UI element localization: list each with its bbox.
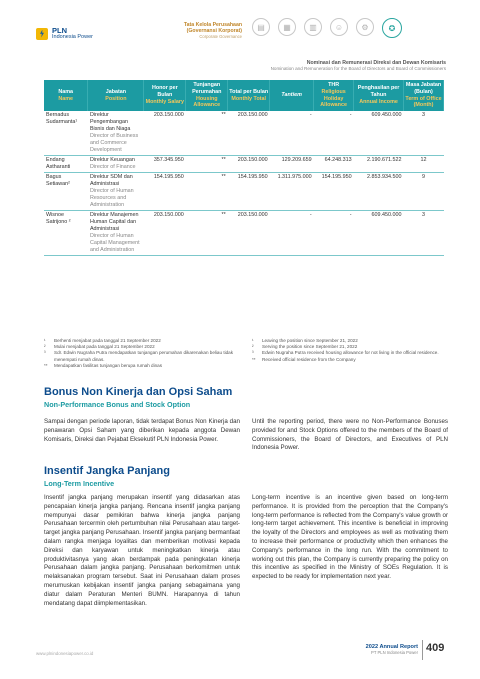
cell-annual: 2.853.934.500 xyxy=(354,173,404,211)
col-header: Tantiem xyxy=(270,80,314,111)
footnote: ** Mendapatkan fasilitas tunjangan berupa rumah dinas xyxy=(44,362,163,368)
ltip-section-subtitle: Long-Term Incentive xyxy=(44,479,115,488)
footer-divider xyxy=(422,640,423,660)
cell-tantiem: 129.209.659 xyxy=(270,156,314,173)
footnote: ² Serving the position since September 21, 2022 xyxy=(252,344,358,350)
cell-name: Bagus Setiawan² xyxy=(44,173,88,211)
page-number: 409 xyxy=(426,642,445,654)
cell-name: Bernadus Sudarmanta¹ xyxy=(44,111,88,156)
pln-logo-icon xyxy=(36,28,48,40)
chart-icon[interactable]: ▥ xyxy=(304,18,322,36)
cell-housing: ** xyxy=(186,211,228,256)
col-header: Tunjangan Perumahan Housing Allowance xyxy=(186,80,228,111)
cell-term: 3 xyxy=(404,211,444,256)
footnote: ² Mulai menjabat pada tanggal 21 September 2022 xyxy=(44,344,155,350)
cell-housing: ** xyxy=(186,111,228,156)
cell-tantiem: 1.311.975.000 xyxy=(270,173,314,211)
col-header: Penghasilan per Tahun Annual Income xyxy=(354,80,404,111)
cell-total: 203.150.000 xyxy=(228,156,270,173)
footnote: ** Received official residence from the Company xyxy=(252,356,356,362)
table-header-row xyxy=(44,80,444,111)
cell-thr: 64.248.313 xyxy=(314,156,354,173)
section-title-id-2: (Governansi Korporat) xyxy=(186,28,242,34)
remuneration-table xyxy=(44,80,444,256)
cell-position: Direktur Keuangan Director of Finance xyxy=(88,156,144,173)
section-title-en: Corporate Governance xyxy=(199,34,242,39)
cell-term: 9 xyxy=(404,173,444,211)
cell-name: Wisnoe Satrijono ² xyxy=(44,211,88,256)
breadcrumb xyxy=(271,60,446,71)
cell-position: Direktur Manajemen Human Capital dan Administrasi Director of Human Capital Management and Administration xyxy=(88,211,144,256)
cell-salary: 203.150.000 xyxy=(144,111,186,156)
cell-thr: - xyxy=(314,211,354,256)
brand-name: PLN xyxy=(52,26,67,35)
footnote: ¹ Berhenti menjabat pada tanggal 21 September 2022 xyxy=(44,338,161,343)
ltip-paragraph-en: Long-term incentive is an incentive given based on long-term performance. It is provided from the perception that the Company's long-term performance is reflected from the Company's value growth or long-term target achievement. This incentive is beneficial in improving the loyalty of the Directors and employees as well as motivating them to increase their performance or productivity which then enhances the Company's performance in the long run. With the commitment to working out this plan, the Company is currently preparing the policy on this incentive as specified in the Ministry of SOEs Regulation. It is expected to be ready for implementation next year. xyxy=(252,494,448,581)
footnote: ³ Edwin Nugraha Putra received housing allowance for not living in the official residence. xyxy=(252,350,439,356)
section-title xyxy=(152,22,242,39)
footnotes-en xyxy=(252,338,444,363)
cell-name: Endang Astharanti xyxy=(44,156,88,173)
footer-report xyxy=(352,644,418,655)
cell-annual: 2.190.671.522 xyxy=(354,156,404,173)
table-row xyxy=(44,173,444,211)
cell-position: Direktur Pengembangan Bisnis dan Niaga Director of Business and Commerce Development xyxy=(88,111,144,156)
bonus-paragraph-id: Sampai dengan periode laporan, tidak terdapat Bonus Non Kinerja dan penawaran Opsi Saham yang diberikan kepada anggota Dewan Komisaris, Direksi dan Pejabat Eksekutif PLN Indonesia Power. xyxy=(44,418,240,443)
cell-thr: 154.195.950 xyxy=(314,173,354,211)
gear-icon[interactable]: ⚙ xyxy=(356,18,374,36)
cell-total: 203.150.000 xyxy=(228,111,270,156)
cell-term: 3 xyxy=(404,111,444,156)
col-header: Jabatan Position xyxy=(88,80,144,111)
cell-total: 203.150.000 xyxy=(228,211,270,256)
bonus-section-subtitle: Non-Performance Bonus and Stock Option xyxy=(44,400,191,409)
bonus-paragraph-en: Until the reporting period, there were no Non-Performance Bonuses provided for and Stock Options offered to the members of the Board of Commissioners, the Board of Directors, and Executives of PLN Indonesia Power. xyxy=(252,418,448,452)
cell-annual: 609.450.000 xyxy=(354,111,404,156)
table-row xyxy=(44,111,444,156)
report-sub: PT PLN Indonesia Power xyxy=(371,650,418,655)
cell-position: Direktur SDM dan Administrasi Director of Human Resources and Administration xyxy=(88,173,144,211)
report-title: 2022 Annual Report xyxy=(365,644,418,650)
cell-tantiem: - xyxy=(270,211,314,256)
cell-salary: 357.345.950 xyxy=(144,156,186,173)
breadcrumb-en: Nomination and Remuneration for the Board of Directors and Board of Commissioners xyxy=(270,66,446,71)
footnote: ¹ Leaving the position since September 21, 2022 xyxy=(252,338,358,343)
chapter-nav xyxy=(252,18,402,38)
footnotes-id xyxy=(44,338,236,369)
col-header: Honor per Bulan Monthly Salary xyxy=(144,80,186,111)
ltip-section-title: Insentif Jangka Panjang xyxy=(44,465,170,477)
col-header: Total per Bulan Monthly Total xyxy=(228,80,270,111)
company-logo xyxy=(36,27,93,40)
people-icon[interactable]: ☺ xyxy=(330,18,348,36)
grid-icon[interactable]: ▦ xyxy=(278,18,296,36)
cell-thr: - xyxy=(314,111,354,156)
document-icon[interactable]: ▤ xyxy=(252,18,270,36)
footnote: ³ Sdr. Edwin Nugraha Putra mendapatkan tunjangan perumahan dikarenakan beliau tidak menempati rumah dinas. xyxy=(44,350,234,362)
breadcrumb-id: Nominasi dan Remunerasi Direksi dan Dewan Komisaris xyxy=(306,60,446,66)
cell-annual: 609.450.000 xyxy=(354,211,404,256)
page-header xyxy=(0,0,480,60)
cell-salary: 154.195.950 xyxy=(144,173,186,211)
bonus-section-title: Bonus Non Kinerja dan Opsi Saham xyxy=(44,386,233,398)
cell-salary: 203.150.000 xyxy=(144,211,186,256)
cell-housing: ** xyxy=(186,173,228,211)
section-title-id-1: Tata Kelola Perusahaan xyxy=(183,22,242,28)
emblem-icon[interactable]: ✪ xyxy=(382,18,402,38)
cell-total: 154.195.950 xyxy=(228,173,270,211)
cell-housing: ** xyxy=(186,156,228,173)
ltip-paragraph-id: Insentif jangka panjang merupakan insentif yang didasarkan atas pencapaian kinerja jangka panjang. Rencana insentif jangka panjang mempunyai dasar pemikiran bahwa kinerja jangka panjang Perusahaan tercermin oleh pertumbuhan nilai Perusahaan atau target-target jangka panjang Perusahaan. Insentif jangka panjang bermanfaat dalam rangka menjaga loyalitas dan memberikan motivasi kepada Direksi dan karyawan untuk meningkatkan kinerja atau produktivitasnya yang akan berdampak pada peningkatan kinerja Perusahaan dalam jangka panjang. Perusahaan berkomitmen untuk melaksanakan program tersebut. Saat ini Perusahaan dalam proses merumuskan kebijakan insentif jangka panjang sebagaimana yang diatur dalam Peraturan Menteri BUMN. Harapannya di tahun mendatang dapat diimplementasikan. xyxy=(44,494,240,607)
col-header: THR Religious Holiday Allowance xyxy=(314,80,354,111)
col-header: Nama Name xyxy=(44,80,88,111)
col-header: Masa Jabatan (Bulan) Term of Office (Month) xyxy=(404,80,444,111)
table-row xyxy=(44,156,444,173)
table-row xyxy=(44,211,444,256)
cell-term: 12 xyxy=(404,156,444,173)
brand-sub: Indonesia Power xyxy=(52,33,93,40)
footer-url[interactable]: www.plnindonesiapower.co.id xyxy=(36,651,94,656)
cell-tantiem: - xyxy=(270,111,314,156)
